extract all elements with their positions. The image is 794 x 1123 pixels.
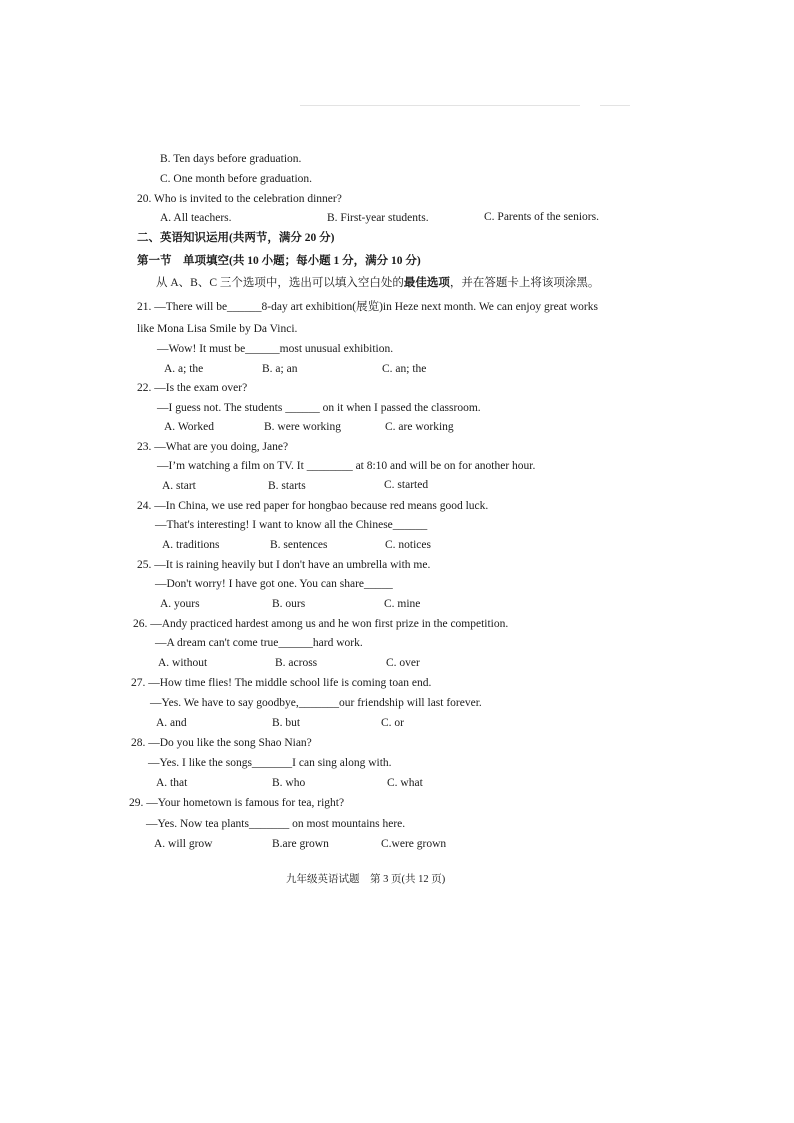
q21-line-2: like Mona Lisa Smile by Da Vinci.: [137, 323, 298, 335]
q27-option-c: C. or: [381, 717, 404, 729]
q28-option-c: C. what: [387, 777, 423, 789]
q23-line-2: —I’m watching a film on TV. It ________ at 8:10 and will be on for another hour.: [157, 460, 536, 472]
q21-line-1: 21. —There will be______8-day art exhibition(展览)in Heze next month. We can enjoy great works: [137, 301, 598, 313]
q28-line-1: 28. —Do you like the song Shao Nian?: [131, 737, 312, 749]
q26-line-1: 26. —Andy practiced hardest among us and he won first prize in the competition.: [133, 618, 509, 630]
q29-option-b: B.are grown: [272, 838, 329, 850]
q24-option-b: B. sentences: [270, 539, 328, 551]
q29-line-2: —Yes. Now tea plants_______ on most mountains here.: [146, 818, 406, 830]
q20-option-a: A. All teachers.: [160, 212, 232, 224]
q24-option-a: A. traditions: [162, 539, 220, 551]
q19-option-c: C. One month before graduation.: [160, 173, 313, 185]
scan-speck: [600, 105, 630, 106]
q26-option-a: A. without: [158, 657, 208, 669]
instruction-text: 从 A、B、C 三个选项中，选出可以填入空白处的: [156, 277, 404, 289]
q21-option-b: B. a; an: [262, 363, 298, 375]
q29-option-c: C.were grown: [381, 838, 447, 850]
q22-line-2: —I guess not. The students ______ on it when I passed the classroom.: [157, 402, 481, 414]
q26-option-b: B. across: [275, 657, 318, 669]
q23-option-c: C. started: [384, 479, 429, 491]
q23-option-a: A. start: [162, 480, 196, 492]
q22-option-c: C. are working: [385, 421, 454, 433]
q21-line-3: —Wow! It must be______most unusual exhibition.: [157, 343, 394, 355]
q29-line-1: 29. —Your hometown is famous for tea, right?: [129, 797, 345, 809]
q23-line-1: 23. —What are you doing, Jane?: [137, 441, 289, 453]
q27-line-1: 27. —How time flies! The middle school life is coming toan end.: [131, 677, 432, 689]
q29-option-a: A. will grow: [154, 838, 213, 850]
q22-option-b: B. were working: [264, 421, 341, 433]
section1-heading: 第一节 单项填空(共 10 小题；每小题 1 分，满分 10 分): [137, 255, 421, 267]
q25-option-c: C. mine: [384, 598, 421, 610]
q21-option-c: C. an; the: [382, 363, 427, 375]
scan-speck: [300, 105, 580, 106]
q23-option-b: B. starts: [268, 480, 306, 492]
instruction-text-end: ，并在答题卡上将该项涂黑。: [449, 277, 600, 289]
q24-option-c: C. notices: [385, 539, 431, 551]
q28-line-2: —Yes. I like the songs_______I can sing along with.: [148, 757, 392, 769]
q22-option-a: A. Worked: [164, 421, 214, 433]
q24-line-1: 24. —In China, we use red paper for hongbao because red means good luck.: [137, 500, 489, 512]
q25-option-b: B. ours: [272, 598, 306, 610]
q26-option-c: C. over: [386, 657, 420, 669]
section1-instruction: [156, 276, 599, 290]
q22-line-1: 22. —Is the exam over?: [137, 382, 248, 394]
q25-line-2: —Don't worry! I have got one. You can share_____: [155, 578, 393, 590]
q19-option-b: B. Ten days before graduation.: [160, 153, 302, 165]
q24-line-2: —That's interesting! I want to know all the Chinese______: [155, 519, 428, 531]
page-footer: 九年级英语试题 第 3 页(共 12 页): [286, 874, 446, 885]
q28-option-b: B. who: [272, 777, 306, 789]
q25-line-1: 25. —It is raining heavily but I don't have an umbrella with me.: [137, 559, 431, 571]
q27-option-b: B. but: [272, 717, 301, 729]
part2-heading: 二、英语知识运用(共两节，满分 20 分): [137, 232, 335, 244]
q27-line-2: —Yes. We have to say goodbye,_______our friendship will last forever.: [150, 697, 482, 709]
q25-option-a: A. yours: [160, 598, 200, 610]
q28-option-a: A. that: [156, 777, 188, 789]
q21-option-a: A. a; the: [164, 363, 204, 375]
q20-stem: 20. Who is invited to the celebration dinner?: [137, 193, 342, 205]
instruction-emphasis: 最佳选项: [403, 277, 450, 289]
q27-option-a: A. and: [156, 717, 187, 729]
q20-option-b: B. First-year students.: [327, 212, 429, 224]
q26-line-2: —A dream can't come true______hard work.: [155, 637, 363, 649]
q20-option-c: C. Parents of the seniors.: [484, 211, 599, 223]
